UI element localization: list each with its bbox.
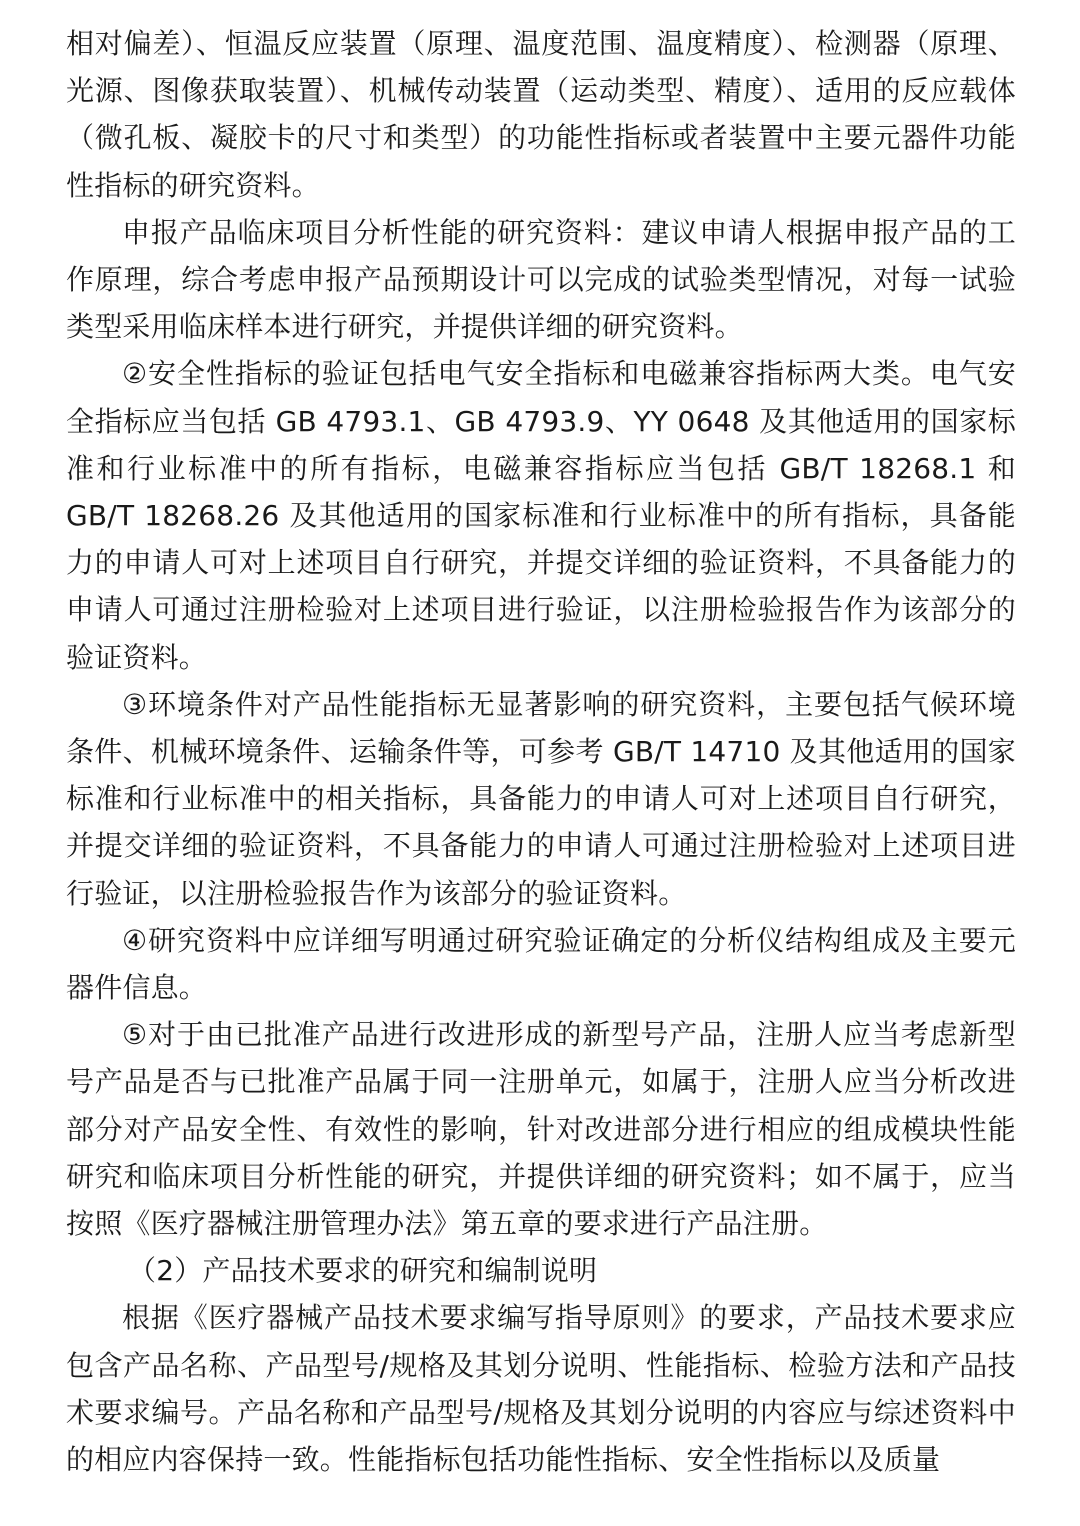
paragraph-continuation: 相对偏差）、恒温反应装置（原理、温度范围、温度精度）、检测器（原理、光源、图像获取装置）、机械传动装置（运动类型、精度）、适用的反应载体（微孔板、凝胶卡的尺寸和类型）的功能性指标或者装置中主要元器件功能性指标的研究资料。 <box>66 27 1016 202</box>
paragraph-structure-info: ④研究资料中应详细写明通过研究验证确定的分析仪结构组成及主要元器件信息。 <box>66 923 1016 1005</box>
section-heading: （2）产品技术要求的研究和编制说明 <box>128 1254 598 1288</box>
document-page <box>66 20 1016 1483</box>
paragraph-safety-indicators: ②安全性指标的验证包括电气安全指标和电磁兼容指标两大类。电气安全指标应当包括 GB 4793.1、GB 4793.9、YY 0648 及其他适用的国家标准和行业标准中的所有指标，电磁兼容指标应当包括 GB/T 18268.1 和 GB/T 18268.26 及其他适用的国家标准和行业标准中的所有指标，具备能力的申请人可对上述项目自行研究，并提交详细的验证资料，不具备能力的申请人可通过注册检验对上述项目进行验证，以注册检验报告作为该部分的验证资料。 <box>66 357 1016 674</box>
paragraph-new-model: ⑤对于由已批准产品进行改进形成的新型号产品，注册人应当考虑新型号产品是否与已批准产品属于同一注册单元，如属于，注册人应当分析改进部分对产品安全性、有效性的影响，针对改进部分进行相应的组成模块性能研究和临床项目分析性能的研究，并提供详细的研究资料；如不属于，应当按照《医疗器械注册管理办法》第五章的要求进行产品注册。 <box>66 1018 1016 1241</box>
paragraph-environmental-conditions: ③环境条件对产品性能指标无显著影响的研究资料，主要包括气候环境条件、机械环境条件、运输条件等，可参考 GB/T 14710 及其他适用的国家标准和行业标准中的相关指标，具备能力的申请人可对上述项目自行研究，并提交详细的验证资料，不具备能力的申请人可通过注册检验对上述项目进行验证，以注册检验报告作为该部分的验证资料。 <box>66 687 1016 910</box>
paragraph-clinical-performance: 申报产品临床项目分析性能的研究资料：建议申请人根据申报产品的工作原理，综合考虑申报产品预期设计可以完成的试验类型情况，对每一试验类型采用临床样本进行研究，并提供详细的研究资料。 <box>66 215 1016 344</box>
paragraph-technical-requirements: 根据《医疗器械产品技术要求编写指导原则》的要求，产品技术要求应包含产品名称、产品型号/规格及其划分说明、性能指标、检验方法和产品技术要求编号。产品名称和产品型号/规格及其划分说明的内容应与综述资料中的相应内容保持一致。性能指标包括功能性指标、安全性指标以及质量 <box>66 1301 1016 1477</box>
